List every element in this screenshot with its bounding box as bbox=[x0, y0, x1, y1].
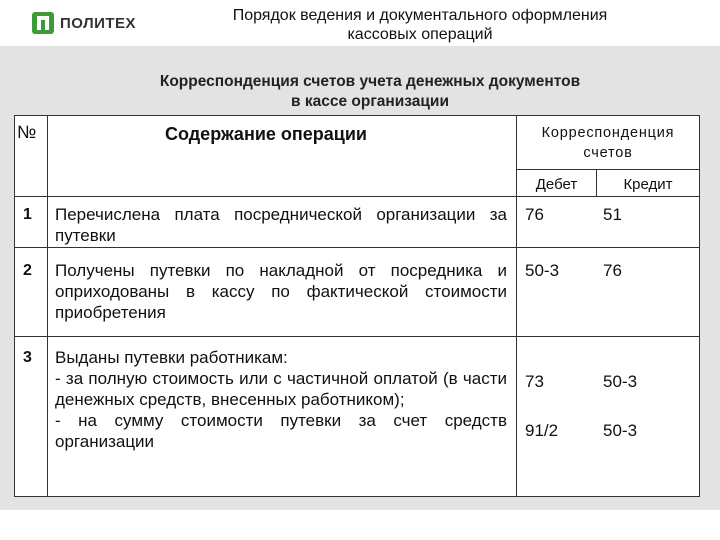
page-title-line2: кассовых операций bbox=[347, 26, 493, 43]
header-credit: Кредит bbox=[623, 176, 673, 193]
logo bbox=[32, 12, 136, 34]
row2-credit: 76 bbox=[603, 261, 622, 280]
row1-bottom-line bbox=[15, 247, 699, 248]
row1-num: 1 bbox=[23, 206, 32, 223]
page-title bbox=[150, 6, 690, 44]
row3-num: 3 bbox=[23, 349, 32, 366]
row3-credit-1: 50-3 bbox=[603, 372, 638, 391]
subtitle-line1: Корреспонденция счетов учета денежных документов bbox=[159, 73, 581, 90]
logo-icon bbox=[32, 12, 54, 34]
row1-credit: 51 bbox=[603, 205, 622, 224]
row3-content-line1: Выданы путевки работникам: bbox=[55, 348, 288, 367]
row3-content-item2: - на сумму стоимости путевки за счет средств организации bbox=[55, 411, 507, 451]
row1-content: Перечислена плата посреднической организации за путевки bbox=[55, 205, 507, 245]
row1-debit: 76 bbox=[525, 205, 544, 224]
header-num: № bbox=[17, 122, 37, 142]
header-debit: Дебет bbox=[535, 176, 578, 193]
logo-text: ПОЛИТЕХ bbox=[60, 14, 137, 32]
row3-credit-2: 50-3 bbox=[603, 421, 638, 440]
row3-content bbox=[55, 347, 507, 452]
page-title-line1: Порядок ведения и документального оформления bbox=[232, 7, 608, 24]
row3-debit-1: 73 bbox=[525, 372, 544, 391]
header-divider-corr bbox=[516, 169, 699, 170]
header-corr-line1: Корреспонденция bbox=[541, 125, 675, 141]
header-corr-line2: счетов bbox=[583, 145, 633, 161]
row3-content-item1: - за полную стоимость или с частичной оплатой (в части денежных средств, внесенных работником); bbox=[55, 369, 507, 409]
col-divider-num bbox=[47, 116, 48, 496]
row2-debit: 50-3 bbox=[525, 261, 560, 280]
header-correspondence bbox=[517, 123, 699, 163]
row2-num: 2 bbox=[23, 262, 32, 279]
header-content: Содержание операции bbox=[165, 124, 367, 144]
row2-bottom-line bbox=[15, 336, 699, 337]
slide-subtitle bbox=[110, 72, 630, 112]
subtitle-line2: в кассе организации bbox=[291, 93, 449, 110]
col-divider-content bbox=[516, 116, 517, 496]
row3-debit-2: 91/2 bbox=[525, 421, 559, 440]
header-bottom-line bbox=[15, 196, 699, 197]
operations-table bbox=[14, 115, 700, 497]
row2-content: Получены путевки по накладной от посредника и оприходованы в кассу по фактической стоимости приобретения bbox=[55, 261, 507, 322]
